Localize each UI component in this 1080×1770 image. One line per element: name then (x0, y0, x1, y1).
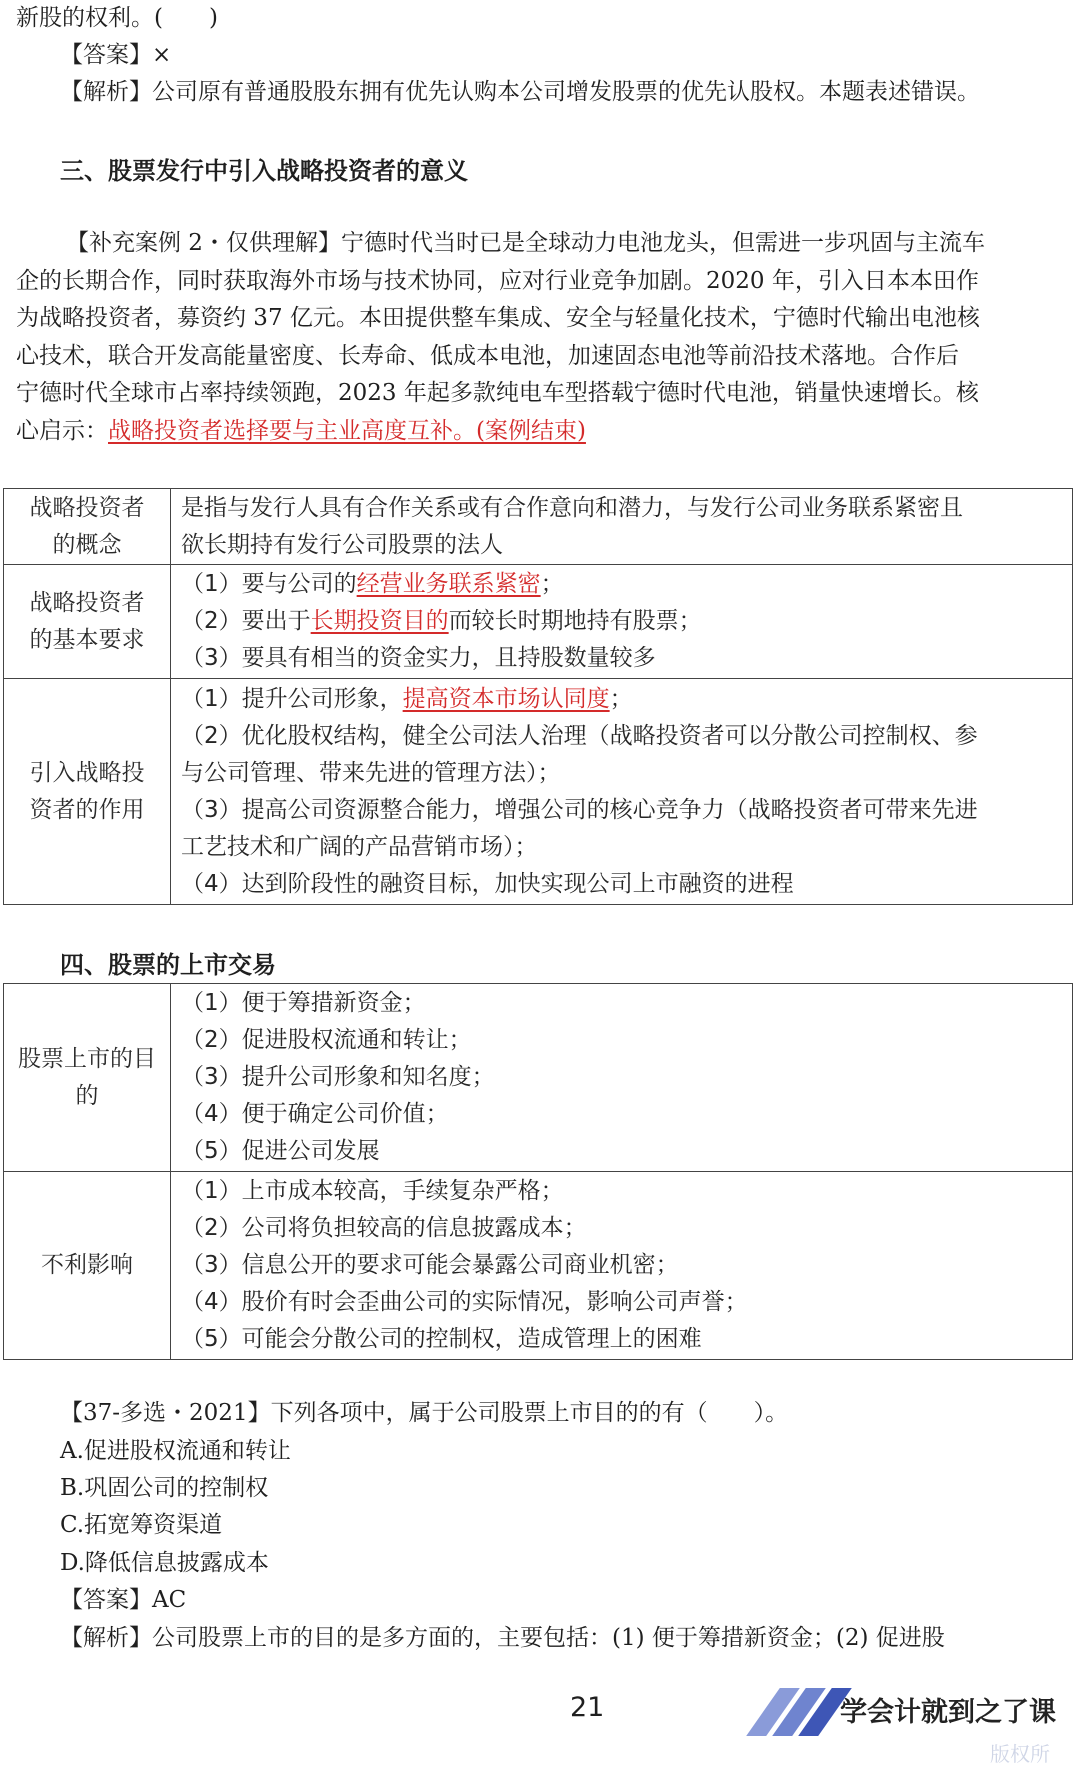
content-line: （3）要具有相当的资金实力，且持股数量较多 (181, 645, 656, 671)
content-line: 与公司管理、带来先进的管理方法）； (181, 759, 561, 786)
question-option-b: B.巩固公司的控制权 (60, 1475, 269, 1501)
case-insight-label: 心启示： (16, 417, 108, 444)
content-line: （2）优化股权结构，健全公司法人治理（战略投资者可以分散公司控制权、参 (181, 722, 978, 749)
label-line: 资者的作用 (29, 796, 145, 823)
question-answer: 【答案】AC (60, 1587, 187, 1613)
row-content-requirements (171, 565, 1073, 679)
row-content-purpose (171, 984, 1073, 1172)
case-line-6 (16, 413, 1062, 451)
intro-analysis: 【解析】公司原有普通股股东拥有优先认购本公司增发股票的优先认股权。本题表述错误。 (60, 79, 980, 105)
text-span: （2）要出于 (181, 608, 311, 634)
content-line: （5）促进公司发展 (181, 1138, 380, 1164)
highlight-text: 提高资本市场认同度 (402, 685, 610, 712)
content-line: （1）便于筹措新资金； (181, 990, 426, 1016)
question-stem: 【37-多选・2021】下列各项中，属于公司股票上市目的的有（ ）。 (60, 1400, 789, 1426)
listing-table (3, 983, 1073, 1360)
table-row (4, 1172, 1073, 1360)
question-option-d: D.降低信息披露成本 (60, 1550, 269, 1576)
table-row (4, 984, 1073, 1172)
content-line: （3）提高公司资源整合能力，增强公司的核心竞争力（战略投资者可带来先进 (181, 796, 978, 823)
content-line: （2）促进股权流通和转让； (181, 1027, 472, 1053)
case-line-1: 【补充案例 2・仅供理解】宁德时代当时已是全球动力电池龙头，但需进一步巩固与主流车 (66, 230, 985, 256)
content-line: （4）股价有时会歪曲公司的实际情况，影响公司声誉； (181, 1289, 748, 1315)
question-option-a: A.促进股权流通和转让 (60, 1438, 291, 1464)
table-row (4, 489, 1073, 565)
text-span: ； (540, 571, 564, 597)
row-label-effects (4, 679, 171, 905)
content-line: （4）达到阶段性的融资目标，加快实现公司上市融资的进程 (181, 870, 794, 897)
content-line: （3）提升公司形象和知名度； (181, 1064, 495, 1090)
content-line: 工艺技术和广阔的产品营销市场）； (181, 833, 538, 860)
content-line: （2）公司将负担较高的信息披露成本； (181, 1215, 587, 1241)
content-line: 欲长期持有发行公司股票的法人 (181, 531, 503, 558)
text-span: （1）提升公司形象， (181, 685, 403, 712)
text-span: ； (609, 685, 633, 712)
label-line: 股票上市的目 (18, 1045, 156, 1072)
case-paragraph (16, 225, 1062, 450)
row-content-disadvantages (171, 1172, 1073, 1360)
watermark: 版权所 (990, 1742, 1050, 1766)
table-row (4, 679, 1073, 905)
row-label-concept (4, 489, 171, 565)
row-label-requirements (4, 565, 171, 679)
highlight-text: 长期投资目的 (310, 608, 449, 634)
case-line-3: 为战略投资者，募资约 37 亿元。本田提供整车集成、安全与轻量化技术，宁德时代输出电池核 (16, 305, 980, 331)
content-line (181, 566, 1062, 603)
strategic-investor-table (3, 488, 1073, 905)
case-insight-highlight: 战略投资者选择要与主业高度互补。(案例结束) (108, 417, 586, 444)
table-row (4, 565, 1073, 679)
row-content-concept (171, 489, 1073, 565)
row-label-disadvantages (4, 1172, 171, 1360)
question-option-c: C.拓宽筹资渠道 (60, 1512, 223, 1538)
intro-answer: 【答案】× (60, 42, 172, 68)
case-line-4: 心技术，联合开发高能量密度、长寿命、低成本电池，加速固态电池等前沿技术落地。合作后 (16, 342, 959, 369)
highlight-text: 经营业务联系紧密 (356, 571, 541, 597)
text-span: （1）要与公司的 (181, 571, 357, 597)
content-line: （1）上市成本较高，手续复杂严格； (181, 1178, 564, 1204)
section3-title: 三、股票发行中引入战略投资者的意义 (60, 157, 468, 185)
label-line: 的基本要求 (29, 626, 145, 653)
brand-text: 学会计就到之了课 (840, 1697, 1056, 1728)
label-line: 的 (75, 1082, 99, 1109)
label-line: 引入战略投 (29, 759, 145, 786)
row-content-effects (171, 679, 1073, 905)
question-analysis: 【解析】公司股票上市的目的是多方面的，主要包括：(1) 便于筹措新资金；(2) 促进股 (60, 1625, 945, 1651)
row-label-purpose (4, 984, 171, 1172)
content-line: 是指与发行人具有合作关系或有合作意向和潜力，与发行公司业务联系紧密且 (181, 494, 963, 521)
content-line: （5）可能会分散公司的控制权，造成管理上的困难 (181, 1326, 702, 1352)
text-span: 而较长时期地持有股票； (448, 608, 702, 634)
content-line (181, 681, 1062, 718)
content-line: （3）信息公开的要求可能会暴露公司商业机密； (181, 1252, 679, 1278)
intro-line: 新股的权利。( ) (16, 5, 218, 31)
label-line: 战略投资者 (29, 494, 145, 521)
label-line: 的概念 (52, 531, 122, 558)
content-line: （4）便于确定公司价值； (181, 1101, 449, 1127)
section4-title: 四、股票的上市交易 (60, 951, 276, 979)
case-line-5: 宁德时代全球市占率持续领跑，2023 年起多款纯电车型搭载宁德时代电池，销量快速增长。核 (16, 380, 979, 406)
case-line-2: 企的长期合作，同时获取海外市场与技术协同，应对行业竞争加剧。2020 年，引入日本本田作 (16, 267, 979, 294)
content-line (181, 603, 1062, 640)
label-line: 战略投资者 (29, 589, 145, 616)
label-line: 不利影响 (41, 1252, 133, 1278)
page-number: 21 (570, 1692, 605, 1723)
